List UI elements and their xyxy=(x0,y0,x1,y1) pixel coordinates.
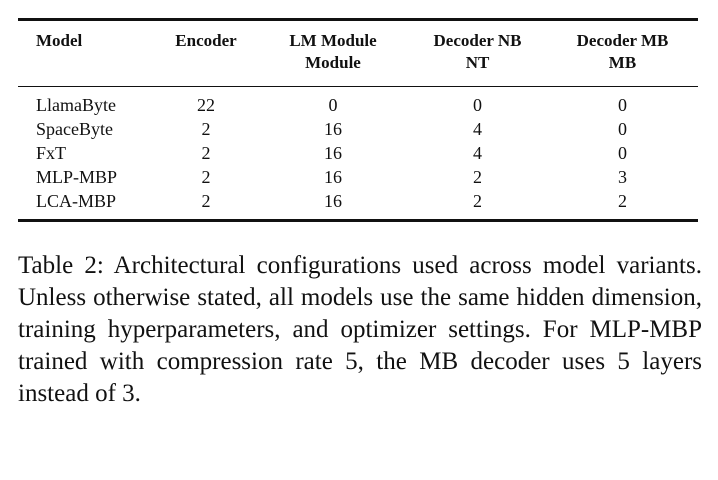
column-header-lm-module-line2: Module xyxy=(305,53,361,72)
column-header-lm-module-line1: LM Module xyxy=(289,31,377,50)
table-cell-model: LlamaByte xyxy=(36,95,116,115)
column-header-decoder-nb xyxy=(410,30,545,74)
table-cell-decoder-nb: 4 xyxy=(473,119,482,139)
table-caption: Table 2: Architectural configurations used across model variants. Unless otherwise stated, all models use the same hidden dimension, training hyperparameters, and optimizer settings. For MLP-MBP trained with compression rate 5, the MB decoder uses 5 layers instead of 3. xyxy=(18,252,702,407)
table-cell-model: SpaceByte xyxy=(36,119,113,139)
table-cell-encoder: 2 xyxy=(201,119,211,139)
column-header-decoder-mb-line1: Decoder MB xyxy=(576,31,669,50)
column-header-model-line1: Model xyxy=(36,31,83,50)
table-bottom-rule xyxy=(18,219,698,222)
table-cell-lm-module: 0 xyxy=(328,95,338,115)
column-header-decoder-nb-line2: NT xyxy=(465,53,490,72)
table-cell-lm-module: 16 xyxy=(324,143,342,163)
table-cell-decoder-mb: 3 xyxy=(618,167,627,187)
table-cell-lm-module: 16 xyxy=(324,191,342,211)
column-header-decoder-nb-line1: Decoder NB xyxy=(433,31,522,50)
column-header-lm-module xyxy=(268,30,398,74)
table-cell-model: MLP-MBP xyxy=(36,167,118,187)
table-cell-decoder-mb: 0 xyxy=(618,95,627,115)
column-header-decoder-mb xyxy=(555,30,690,74)
column-header-decoder-mb-line2: MB xyxy=(608,53,637,72)
table-top-rule xyxy=(18,18,698,21)
column-header-encoder-line1: Encoder xyxy=(175,31,237,50)
table-cell-decoder-mb: 0 xyxy=(618,119,627,139)
table-cell-encoder: 2 xyxy=(201,143,211,163)
table-cell-decoder-mb: 0 xyxy=(618,143,627,163)
table-cell-encoder: 2 xyxy=(201,191,211,211)
table-cell-encoder: 2 xyxy=(201,167,211,187)
table-cell-decoder-mb: 2 xyxy=(618,191,627,211)
table-cell-decoder-nb: 2 xyxy=(473,191,482,211)
table-cell-decoder-nb: 4 xyxy=(473,143,482,163)
column-header-encoder xyxy=(150,30,262,52)
table-cell-encoder: 22 xyxy=(197,95,215,115)
table-cell-model: LCA-MBP xyxy=(36,191,117,211)
table-cell-decoder-nb: 2 xyxy=(473,167,482,187)
table-cell-lm-module: 16 xyxy=(324,119,342,139)
table-cell-lm-module: 16 xyxy=(324,167,342,187)
table-header-rule xyxy=(18,86,698,87)
table-cell-model: FxT xyxy=(36,143,67,163)
column-header-model xyxy=(36,30,146,52)
table-cell-decoder-nb: 0 xyxy=(473,95,482,115)
